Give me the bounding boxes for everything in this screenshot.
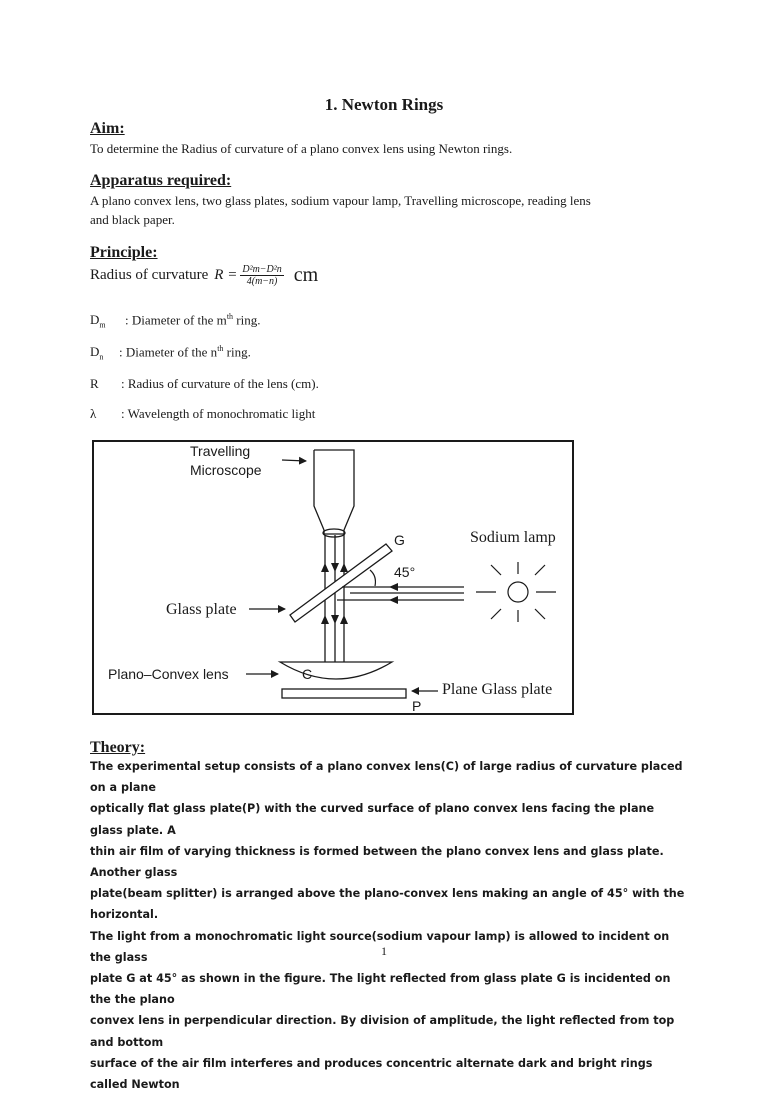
definition-symbol: D: [90, 312, 100, 327]
lens-c-label: C: [302, 666, 313, 682]
definition-text: : Diameter of the m: [125, 312, 227, 328]
definition-symbol: λ: [90, 406, 97, 421]
definition-subscript: m: [99, 320, 106, 330]
microscope-label-line-2: Microscope: [190, 462, 262, 478]
glass-plate-g: [290, 544, 392, 622]
apparatus-line-2: and black paper.: [90, 212, 175, 227]
microscope-icon: [314, 450, 354, 537]
definition-superscript: th: [217, 344, 224, 353]
theory-line: surface of the air film interferes and produces concentric alternate dark and bright rings called Newton: [90, 1056, 653, 1092]
formula-unit: cm: [293, 264, 319, 286]
definition-text: : Diameter of the n: [119, 344, 218, 360]
formula-numerator: D²m−D²n: [242, 264, 282, 275]
glass-plate-g-label: G: [394, 532, 405, 548]
definition-lambda: [90, 406, 316, 422]
definition-symbol: R: [90, 376, 99, 391]
sodium-lamp-label: Sodium lamp: [470, 529, 556, 546]
definition-r: [90, 376, 319, 392]
definition-dn: [90, 344, 251, 362]
theory-heading: Theory:: [90, 739, 146, 756]
definition-subscript: n: [99, 352, 104, 362]
theory-line: convex lens in perpendicular direction. By division of amplitude, the light reflected from top and bottom: [90, 1014, 675, 1049]
definition-symbol: D: [90, 344, 100, 359]
plano-convex-label: Plano–Convex lens: [108, 666, 229, 682]
plano-convex-lens: [280, 662, 392, 679]
theory-line: The experimental setup consists of a plano convex lens(C) of large radius of curvature placed on a plane: [90, 760, 683, 795]
microscope-label-line-1: Travelling: [190, 443, 251, 459]
sun-icon: [476, 562, 556, 622]
formula-variable: R =: [214, 267, 238, 283]
definition-text-end: ring.: [233, 312, 261, 328]
formula-fraction: [240, 264, 283, 287]
definition-dm: [90, 312, 261, 330]
theory-line: optically flat glass plate(P) with the curved surface of plano convex lens facing the plane glass plate. A: [90, 802, 655, 837]
microscope-pointer-arrow: [282, 460, 306, 461]
formula-label: Radius of curvature: [90, 267, 209, 283]
page-number: 1: [381, 944, 387, 958]
theory-line: thin air film of varying thickness is formed between the plano convex lens and glass plate. Another glass: [90, 844, 664, 880]
apparatus-heading: Apparatus required:: [90, 172, 232, 189]
page-title: 1. Newton Rings: [324, 95, 444, 114]
definition-text-end: ring.: [223, 344, 251, 360]
radius-formula: [90, 264, 318, 287]
aim-text: To determine the Radius of curvature of a plano convex lens using Newton rings.: [90, 141, 513, 156]
plane-glass-plate: [282, 689, 406, 698]
glass-plate-label: Glass plate: [166, 601, 237, 618]
horizontal-beams: [337, 587, 464, 600]
theory-paragraph: [90, 756, 690, 1095]
definition-text: : Radius of curvature of the lens (cm).: [121, 376, 319, 391]
plane-glass-label: Plane Glass plate: [442, 681, 553, 698]
plate-p-label: P: [412, 698, 422, 714]
angle-arc: [370, 570, 375, 586]
aim-heading: Aim:: [90, 120, 125, 137]
theory-line: plate(beam splitter) is arranged above the plano-convex lens making an angle of 45° with the horizontal.: [90, 887, 685, 922]
definition-superscript: th: [226, 312, 234, 321]
apparatus-line-1: A plano convex lens, two glass plates, sodium vapour lamp, Travelling microscope, reading lens: [90, 193, 591, 208]
theory-line: The light from a monochromatic light source(sodium vapour lamp) is allowed to incident on the glass: [90, 929, 670, 964]
theory-line: plate G at 45° as shown in the figure. The light reflected from glass plate G is incidented on the the plano: [90, 972, 671, 1007]
definition-text: : Wavelength of monochromatic light: [121, 406, 316, 421]
angle-label: 45°: [394, 564, 416, 580]
formula-denominator: 4(m−n): [246, 276, 278, 287]
principle-heading: Principle:: [90, 244, 158, 261]
newton-rings-diagram: [92, 440, 574, 716]
